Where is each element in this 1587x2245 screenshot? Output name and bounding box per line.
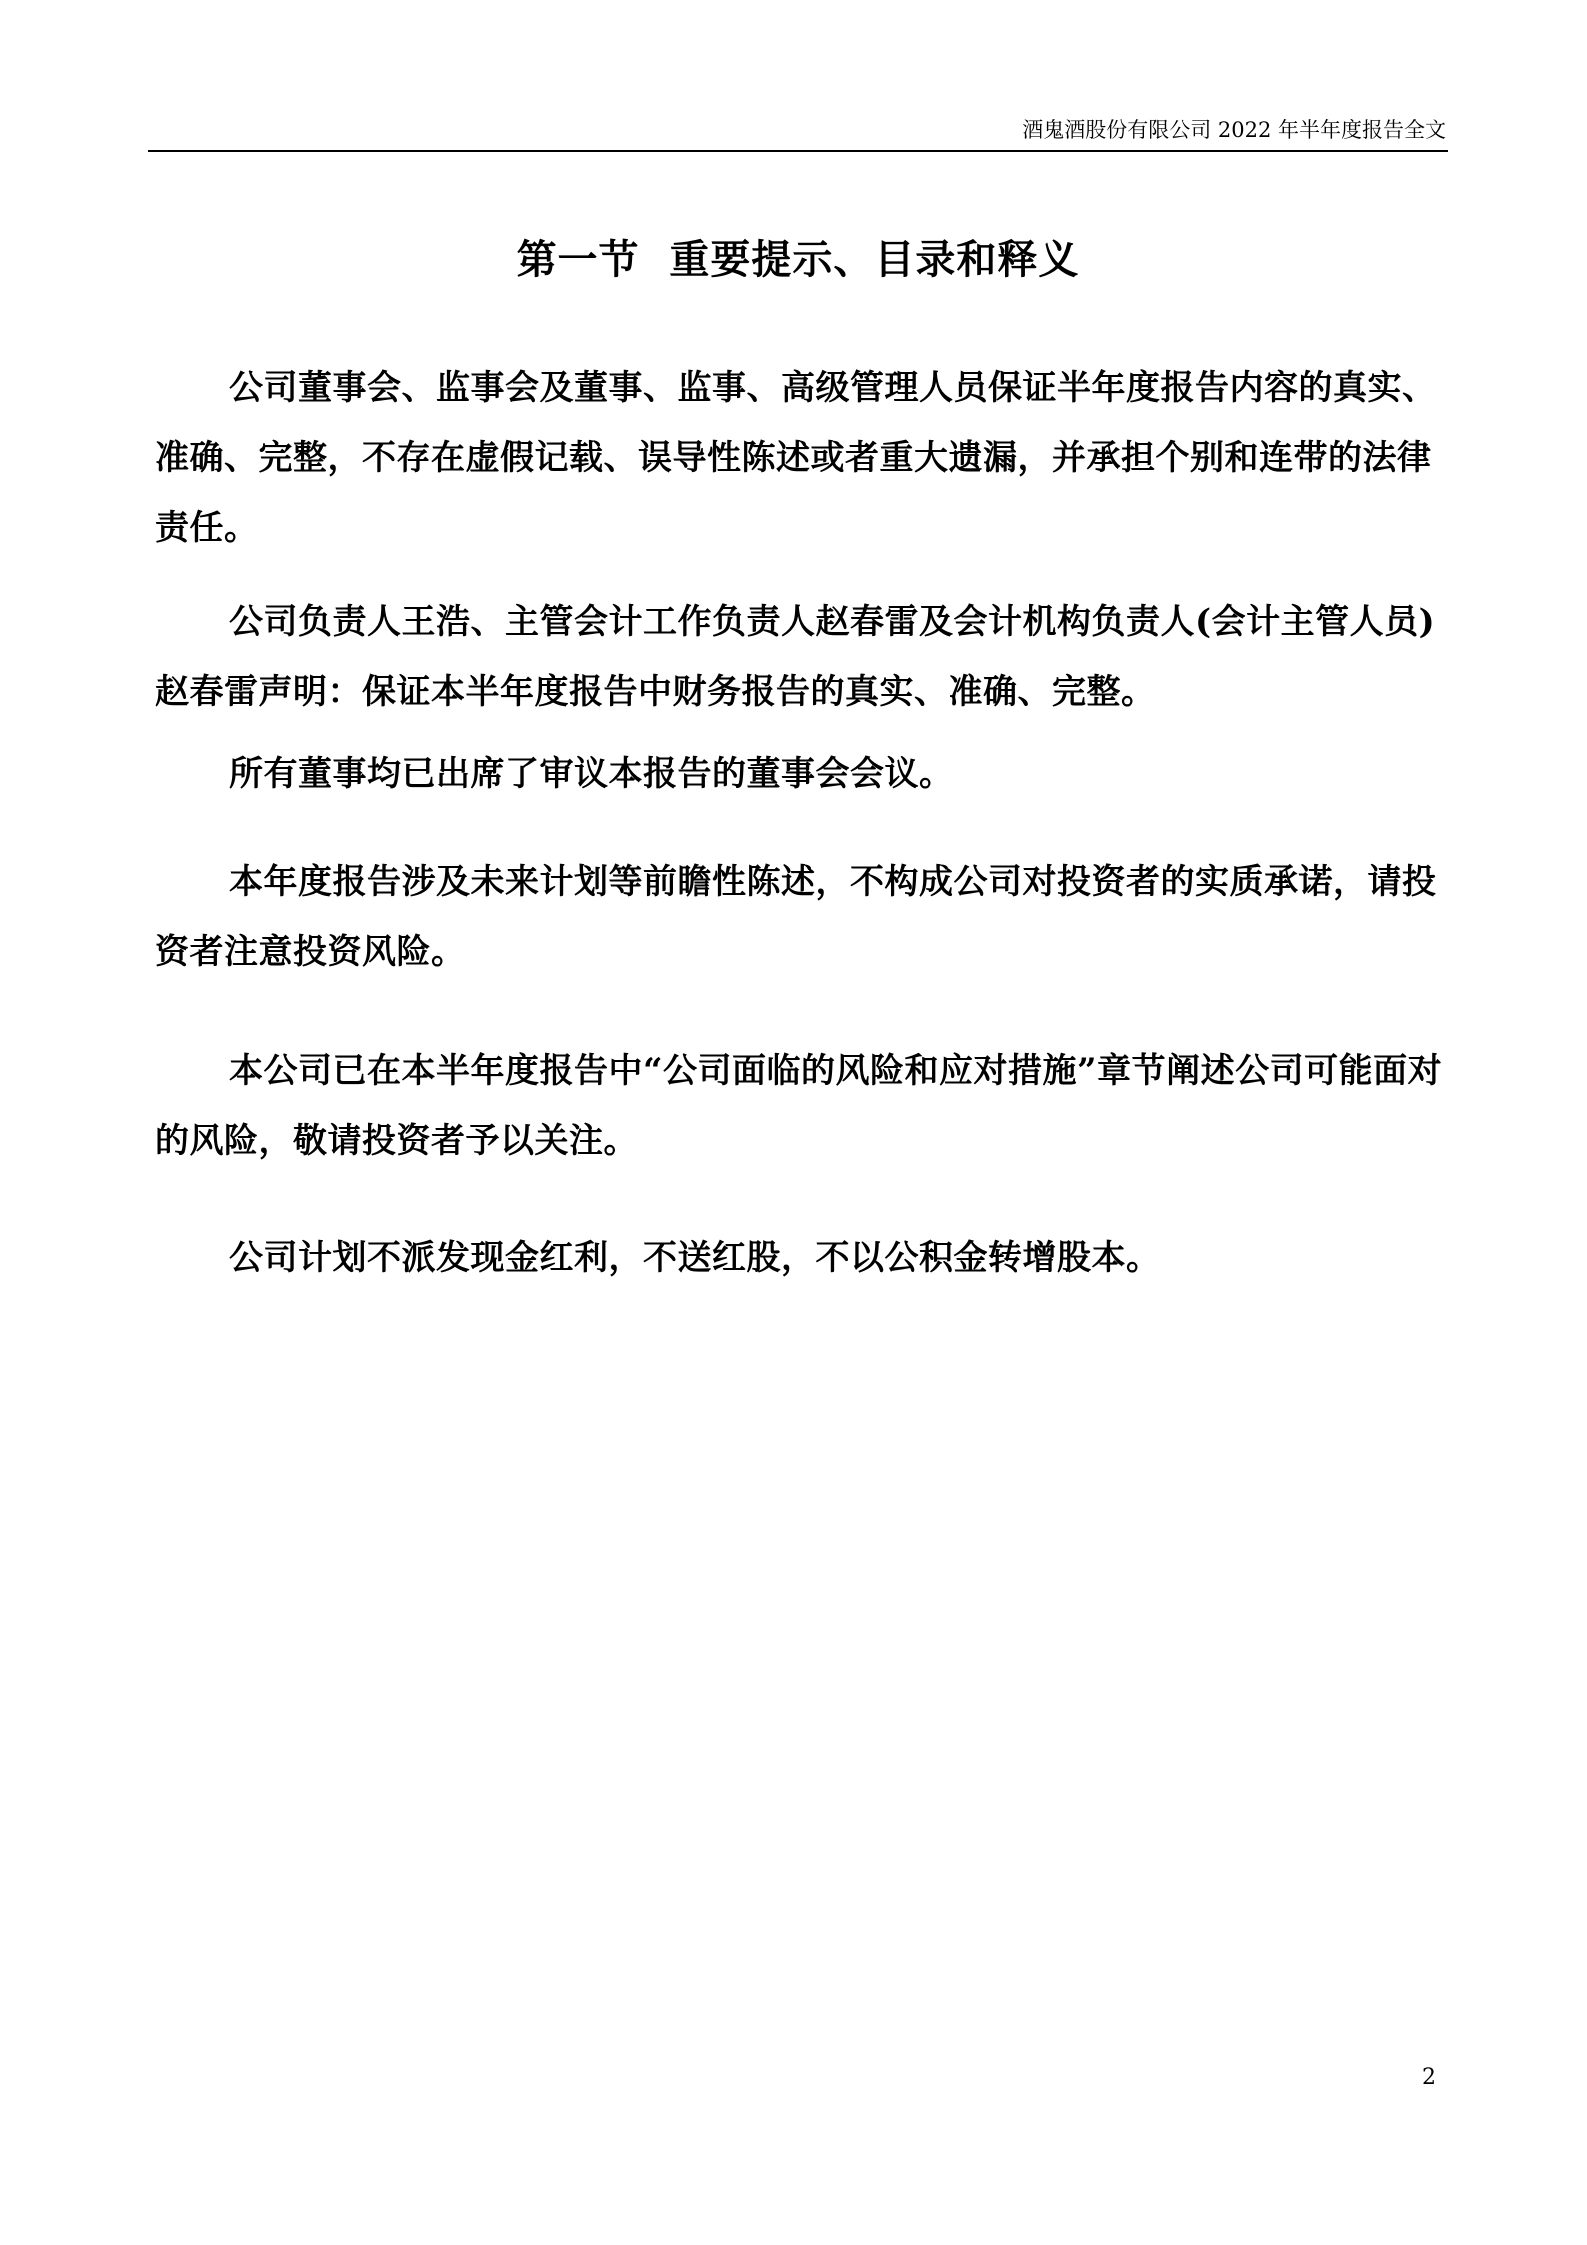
page-header [148, 110, 1448, 152]
paragraph-dividend-plan: 公司计划不派发现金红利，不送红股，不以公积金转增股本。 [229, 1238, 1161, 1278]
paragraph-board-guarantee: 公司董事会、监事会及董事、监事、高级管理人员保证半年度报告内容的真实、准确、完整，不存在虚假记载、误导性陈述或者重大遗漏，并承担个别和连带的法律责任。 [155, 368, 1437, 548]
paragraph-directors-attendance: 所有董事均已出席了审议本报告的董事会会议。 [229, 754, 954, 794]
paragraph-responsible-persons: 公司负责人王浩、主管会计工作负责人赵春雷及会计机构负责人(会计主管人员)赵春雷声明：保证本半年度报告中财务报告的真实、准确、完整。 [155, 602, 1436, 712]
paragraph-risks: 本公司已在本半年度报告中“公司面临的风险和应对措施”章节阐述公司可能面对的风险，敬请投资者予以关注。 [155, 1051, 1443, 1161]
header-title: 酒鬼酒股份有限公司 2022 年半年度报告全文 [1022, 118, 1446, 142]
paragraph-forward-looking: 本年度报告涉及未来计划等前瞻性陈述，不构成公司对投资者的实质承诺，请投资者注意投资风险。 [155, 862, 1437, 972]
section-title: 第一节 重要提示、目录和释义 [516, 236, 1080, 283]
page-number: 2 [1422, 2065, 1436, 2090]
